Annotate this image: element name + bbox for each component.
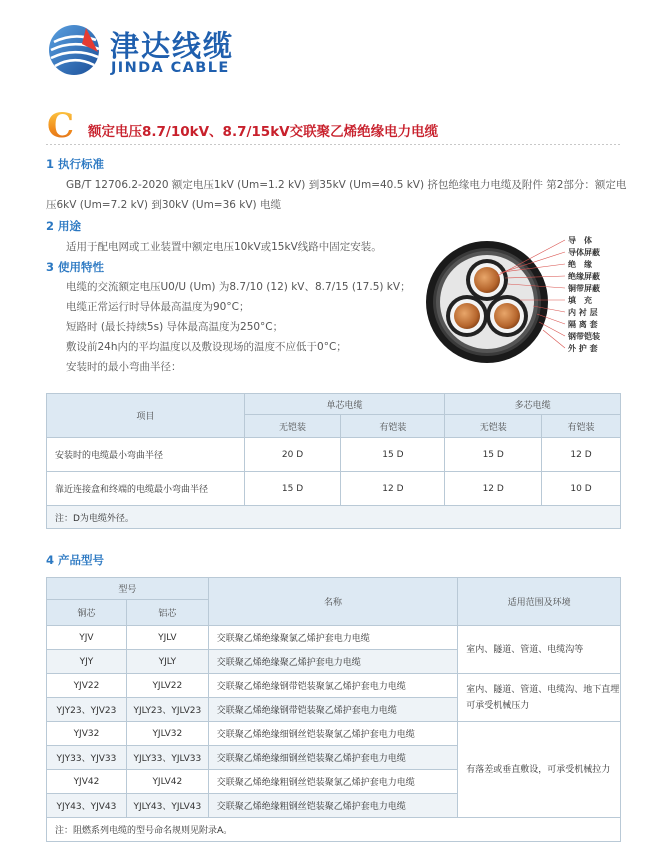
row-label: 靠近连接盒和终端的电缆最小弯曲半径 [47, 472, 245, 506]
table-row [47, 722, 621, 746]
product-name: 交联聚乙烯绝缘粗钢丝铠装聚乙烯护套电力电缆 [208, 794, 457, 818]
section-heading-models: 4 产品型号 [46, 553, 105, 567]
characteristic-item: 电缆正常运行时导体最高温度为90°C； [66, 301, 250, 313]
characteristic-item: 电缆的交流额定电压U0/U (Um) 为8.7/10 (12) kV、8.7/15 (17.5) kV； [66, 281, 411, 293]
table-cell: 20 D [244, 438, 341, 472]
scope-cell: 有落差或垂直敷设，可承受机械拉力 [458, 722, 621, 818]
header-unarmored: 无铠装 [445, 415, 542, 438]
characteristic-item: 安装时的最小弯曲半径： [66, 361, 182, 373]
copper-model: YJY43、YJV43 [47, 794, 127, 818]
product-name: 交联聚乙烯绝缘聚氯乙烯护套电力电缆 [208, 626, 457, 650]
cable-layer-labels [567, 235, 600, 353]
characteristic-item: 短路时 (最长持续5s) 导体最高温度为250°C； [66, 321, 284, 333]
table-cell: 15 D [341, 438, 445, 472]
logo-chinese-name: 津达线缆 [110, 29, 235, 63]
aluminum-model: YJLV42 [126, 770, 208, 794]
aluminum-model: YJLY43、YJLV43 [126, 794, 208, 818]
table-note: 注：阻燃系列电缆的型号命名规则见附录A。 [47, 818, 621, 842]
product-model-table [46, 577, 621, 842]
cable-layer-label: 绝缘屏蔽 [568, 272, 600, 281]
cable-layer-label: 隔 离 套 [568, 320, 598, 329]
cable-layer-label: 导 体 [568, 236, 592, 245]
header-single-core: 单芯电缆 [244, 394, 445, 415]
table-cell: 10 D [542, 472, 621, 506]
cable-layer-label: 外 护 套 [568, 344, 598, 353]
table-cell: 12 D [341, 472, 445, 506]
table-note: 注：D为电缆外径。 [47, 506, 621, 529]
header-unarmored: 无铠装 [244, 415, 341, 438]
cable-layer-label: 绝 缘 [568, 260, 592, 269]
product-name: 交联聚乙烯绝缘粗钢丝铠装聚氯乙烯护套电力电缆 [208, 770, 457, 794]
product-name: 交联聚乙烯绝缘细钢丝铠装聚氯乙烯护套电力电缆 [208, 722, 457, 746]
company-logo [46, 22, 246, 84]
header-multi-core: 多芯电缆 [445, 394, 621, 415]
aluminum-model: YJLY33、YJLV33 [126, 746, 208, 770]
cable-layer-label: 钢带铠装 [568, 332, 600, 341]
copper-model: YJV42 [47, 770, 127, 794]
product-name: 交联聚乙烯绝缘钢带铠装聚乙烯护套电力电缆 [208, 698, 457, 722]
table-row [47, 472, 621, 506]
cable-layer-label: 内 衬 层 [568, 308, 598, 317]
table-cell: 12 D [542, 438, 621, 472]
table-cell: 15 D [445, 438, 542, 472]
title-divider [46, 144, 622, 145]
product-name: 交联聚乙烯绝缘细钢丝铠装聚乙烯护套电力电缆 [208, 746, 457, 770]
table-cell: 12 D [445, 472, 542, 506]
svg-text:C: C [47, 108, 75, 142]
scope-line: 可承受机械压力 [466, 700, 530, 711]
product-name: 交联聚乙烯绝缘聚乙烯护套电力电缆 [208, 650, 457, 674]
aluminum-model: YJLV22 [126, 674, 208, 698]
bending-radius-table [46, 393, 621, 529]
globe-icon [46, 22, 102, 78]
cable-core [446, 295, 488, 337]
cable-layer-label: 填 充 [568, 296, 592, 305]
header-model: 型号 [47, 578, 209, 600]
product-name: 交联聚乙烯绝缘钢带铠装聚氯乙烯护套电力电缆 [208, 674, 457, 698]
table-cell: 15 D [244, 472, 341, 506]
header-armored: 有铠装 [542, 415, 621, 438]
header-armored: 有铠装 [341, 415, 445, 438]
aluminum-model: YJLV [126, 626, 208, 650]
header-scope: 适用范围及环境 [458, 578, 621, 626]
scope-line: 室内、隧道、管道、电缆沟、地下直埋 [466, 684, 620, 695]
header-item: 项目 [47, 394, 245, 438]
aluminum-model: YJLY [126, 650, 208, 674]
characteristic-item: 敷设前24h内的平均温度以及敷设现场的温度不应低于0°C； [66, 341, 347, 353]
copper-model: YJY [47, 650, 127, 674]
cable-layer-label: 铜带屏蔽 [568, 284, 600, 293]
cable-core [466, 259, 508, 301]
aluminum-model: YJLV32 [126, 722, 208, 746]
scope-cell [458, 674, 621, 722]
copper-model: YJV22 [47, 674, 127, 698]
scope-cell: 室内、隧道、管道、电缆沟等 [458, 626, 621, 674]
section-heading-characteristics: 3 使用特性 [46, 260, 105, 274]
cable-cross-section-diagram [425, 228, 640, 378]
table-row [47, 674, 621, 698]
section-heading-usage: 2 用途 [46, 219, 82, 233]
title-text: 额定电压8.7/10kV、8.7/15kV交联聚乙烯绝缘电力电缆 [88, 124, 439, 140]
table-row [47, 626, 621, 650]
section-heading-standard: 1 执行标准 [46, 157, 105, 171]
usage-text: 适用于配电网或工业装置中额定电压10kV或15kV线路中固定安装。 [66, 241, 382, 253]
title-letter-badge [46, 108, 80, 142]
table-row [47, 438, 621, 472]
copper-model: YJY23、YJV23 [47, 698, 127, 722]
cable-core [486, 295, 528, 337]
copper-model: YJV [47, 626, 127, 650]
cable-layer-label: 导体屏蔽 [568, 248, 600, 257]
logo-english-name: JINDA CABLE [111, 60, 230, 76]
copper-model: YJV32 [47, 722, 127, 746]
standard-text-line1: GB/T 12706.2-2020 额定电压1kV (Um=1.2 kV) 到35kV (Um=40.5 kV) 挤包绝缘电力电缆及附件 第2部分：额定电 [66, 179, 627, 191]
standard-text-line2: 压6kV (Um=7.2 kV) 到30kV (Um=36 kV) 电缆 [46, 199, 281, 211]
header-name: 名称 [208, 578, 457, 626]
copper-model: YJY33、YJV33 [47, 746, 127, 770]
header-aluminum: 铝芯 [126, 600, 208, 626]
aluminum-model: YJLY23、YJLV23 [126, 698, 208, 722]
header-copper: 铜芯 [47, 600, 127, 626]
row-label: 安装时的电缆最小弯曲半径 [47, 438, 245, 472]
